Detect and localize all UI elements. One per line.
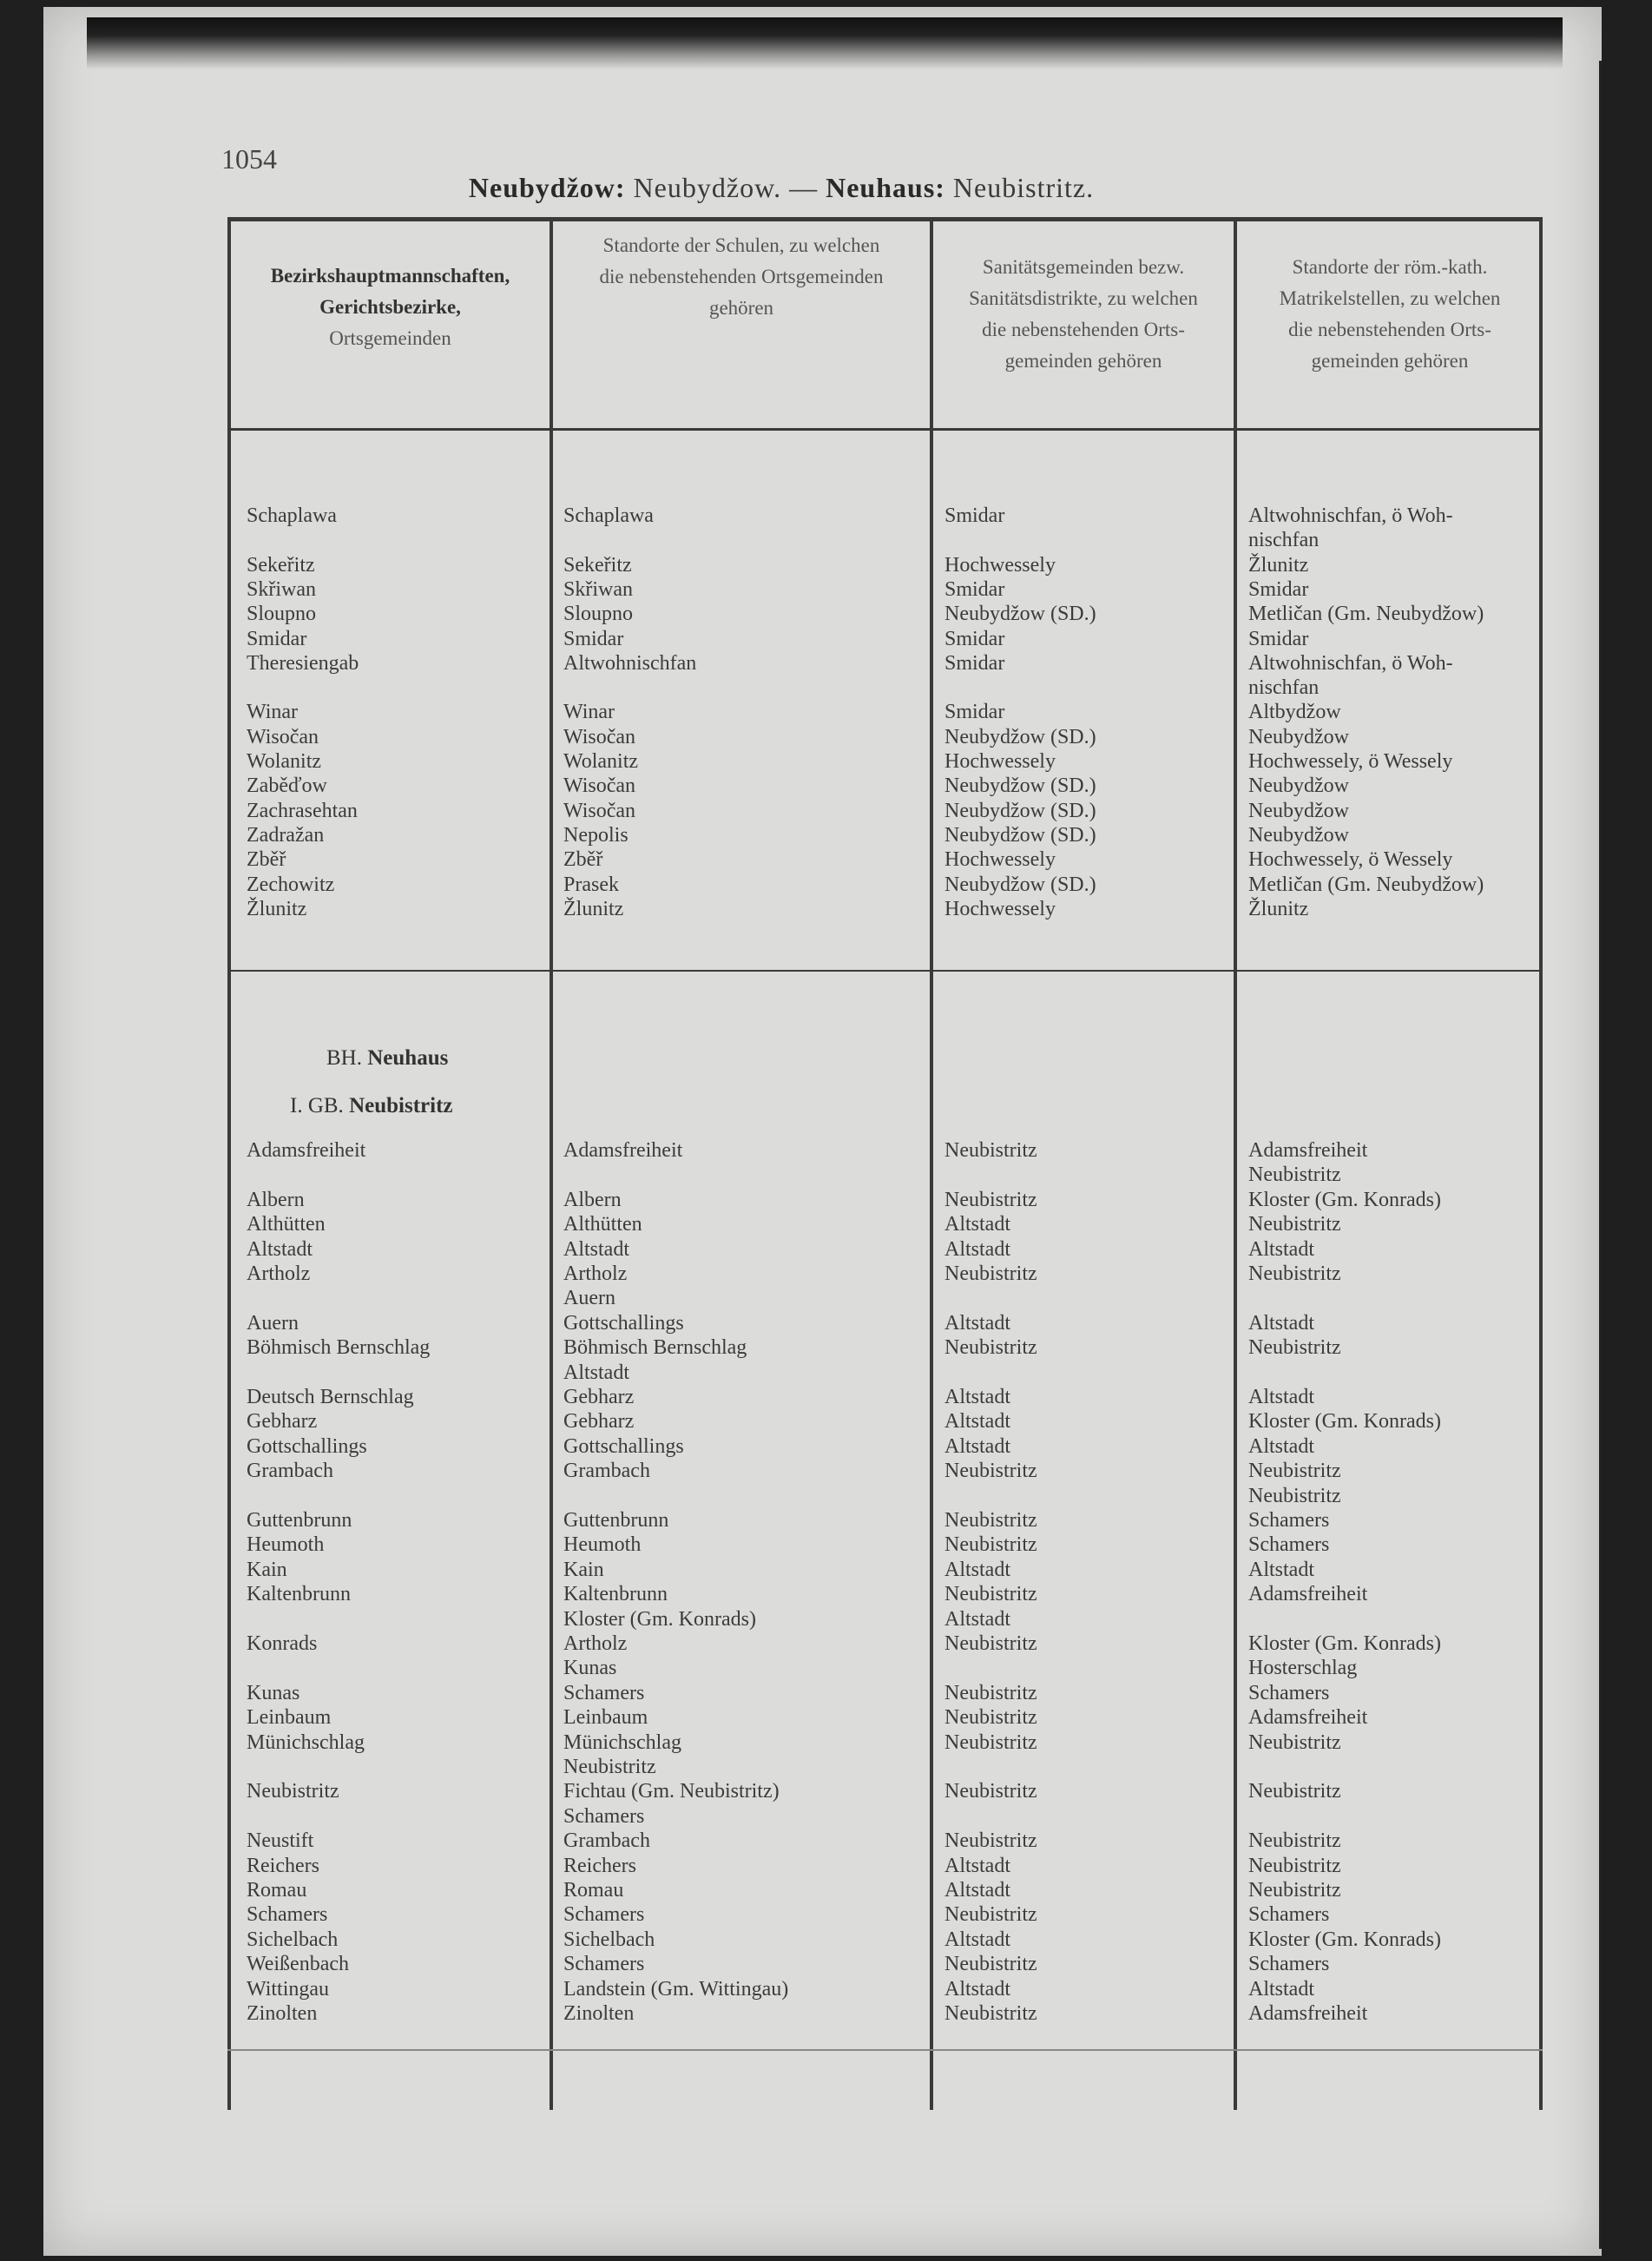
header-col2-line1: Standorte der Schulen, zu welchen	[602, 234, 880, 256]
table-cell: Altstadt	[944, 1434, 1010, 1458]
table-cell: Wisočan	[563, 799, 636, 822]
table-cell: Neubydžow	[1248, 725, 1349, 748]
table-cell: Žlunitz	[563, 897, 624, 920]
page-number: 1054	[221, 143, 277, 175]
section-divider	[231, 970, 1539, 972]
table-cell: Schamers	[563, 1804, 645, 1828]
table-cell: Altstadt	[1248, 1977, 1314, 2001]
table-cell: Neubistritz	[944, 1706, 1037, 1730]
table-cell: Neubydžow (SD.)	[944, 823, 1096, 847]
table-cell: Neubistritz	[944, 1903, 1037, 1927]
table-cell: Zinolten	[247, 2002, 318, 2025]
title-right-bold: Neuhaus:	[826, 172, 945, 203]
table-cell: Hochwessely, ö Wessely	[1248, 848, 1453, 872]
table-cell: Altstadt	[944, 1977, 1010, 2001]
table-cell: Artholz	[563, 1262, 628, 1285]
table-cell: Neubistritz	[944, 1583, 1037, 1606]
table-cell: Wisočan	[247, 725, 319, 748]
table-cell: Hosterschlag	[1248, 1657, 1358, 1680]
scan-shadow	[87, 17, 1563, 69]
table-cell: Kloster (Gm. Konrads)	[1248, 1410, 1441, 1434]
table-cell: Altbydžow	[1248, 701, 1341, 724]
table	[227, 217, 1543, 2110]
table-cell: Schamers	[1248, 1681, 1330, 1704]
table-cell: Gebharz	[247, 1410, 318, 1434]
gb-name: Neubistritz	[349, 1094, 453, 1117]
table-cell: Neubistritz	[944, 1681, 1037, 1704]
header-col4	[1237, 252, 1543, 377]
table-cell: Grambach	[247, 1460, 333, 1483]
bh-label: BH.	[326, 1046, 368, 1070]
header-col3	[933, 252, 1234, 377]
table-cell: Kloster (Gm. Konrads)	[563, 1607, 756, 1631]
table-cell: Auern	[563, 1287, 615, 1310]
table-cell: Kunas	[247, 1681, 300, 1704]
table-cell: Grambach	[563, 1829, 650, 1853]
table-cell: Nepolis	[563, 823, 629, 847]
table-cell: Hochwessely	[944, 750, 1056, 773]
gb-label: I. GB.	[290, 1094, 350, 1117]
table-cell: Zběř	[247, 848, 286, 872]
table-cell: Konrads	[247, 1632, 318, 1655]
table-cell: Guttenbrunn	[563, 1509, 669, 1532]
table-cell: Altstadt	[1248, 1237, 1314, 1261]
gb-heading	[290, 1094, 452, 1118]
header-col4-line2: Matrikelstellen, zu welchen	[1279, 287, 1501, 309]
table-cell: Landstein (Gm. Wittingau)	[563, 1977, 789, 2001]
table-cell: Neubydžow (SD.)	[944, 873, 1096, 896]
table-cell: Adamsfreiheit	[1248, 1583, 1368, 1606]
table-cell: Adamsfreiheit	[1248, 1139, 1368, 1162]
table-cell: Altwohnischfan, ö Woh-	[1248, 504, 1453, 527]
table-cell: Neubistritz	[1248, 1780, 1341, 1803]
header-col1-line3: Ortsgemeinden	[329, 327, 451, 349]
table-bottom-rule	[227, 2049, 1543, 2051]
table-cell: Leinbaum	[563, 1706, 648, 1730]
table-cell: Zachrasehtan	[247, 799, 358, 822]
table-cell: Kain	[247, 1558, 287, 1581]
table-cell: Sichelbach	[247, 1928, 339, 1951]
table-cell: Neubistritz	[1248, 1460, 1341, 1483]
table-cell: Schamers	[1248, 1533, 1330, 1557]
header-col1	[231, 260, 550, 354]
table-cell: Hochwessely	[944, 897, 1056, 920]
table-cell: Metličan (Gm. Neubydžow)	[1248, 873, 1484, 896]
table-cell: Böhmisch Bernschlag	[563, 1336, 747, 1360]
table-cell: Leinbaum	[247, 1706, 332, 1730]
header-col3-line2: Sanitätsdistrikte, zu welchen	[969, 287, 1198, 309]
table-cell: Schaplawa	[247, 504, 337, 527]
table-cell: Kaltenbrunn	[247, 1583, 351, 1606]
table-cell: Romau	[563, 1879, 624, 1902]
table-cell: Althütten	[563, 1213, 642, 1236]
table-cell: Neubistritz	[1248, 1854, 1341, 1877]
table-cell: Neubistritz	[944, 1262, 1037, 1285]
table-cell: Schamers	[563, 1681, 645, 1704]
table-cell: Neubistritz	[247, 1780, 339, 1803]
table-cell: Kloster (Gm. Konrads)	[1248, 1632, 1441, 1655]
right-edge-line	[1599, 61, 1602, 2249]
table-cell: Winar	[247, 701, 299, 724]
table-cell: Kaltenbrunn	[563, 1583, 668, 1606]
table-cell: Neubydžow (SD.)	[944, 775, 1096, 798]
table-cell: Münichschlag	[247, 1730, 365, 1754]
title-left: Neubydžow. —	[625, 172, 826, 203]
table-cell: Gebharz	[563, 1410, 635, 1434]
table-cell: Hochwessely, ö Wessely	[1248, 750, 1453, 773]
table-cell: Adamsfreiheit	[563, 1139, 683, 1162]
table-cell: Hochwessely	[944, 848, 1056, 872]
table-cell: Neubistritz	[1248, 1829, 1341, 1853]
table-cell: Skřiwan	[247, 577, 316, 601]
table-cell: Böhmisch Bernschlag	[247, 1336, 431, 1360]
table-cell: Zechowitz	[247, 873, 335, 896]
table-cell: Neubistritz	[1248, 1879, 1341, 1902]
table-cell: Žlunitz	[1248, 897, 1309, 920]
table-cell: Altstadt	[563, 1361, 629, 1384]
table-cell: Theresiengab	[247, 651, 359, 675]
table-cell: Schamers	[1248, 1509, 1330, 1532]
table-cell: Schamers	[1248, 1903, 1330, 1927]
table-cell: Smidar	[944, 701, 1005, 724]
table-cell: Neubistritz	[944, 1829, 1037, 1853]
table-cell: Schamers	[563, 1953, 645, 1976]
table-cell: Prasek	[563, 873, 619, 896]
table-cell: Altstadt	[944, 1311, 1010, 1335]
header-col2-line2: die nebenstehenden Ortsgemeinden	[599, 266, 884, 287]
table-cell: Altstadt	[944, 1213, 1010, 1236]
table-cell: Smidar	[563, 627, 624, 650]
table-cell: Wolanitz	[563, 750, 639, 773]
table-cell: Neubistritz	[944, 1336, 1037, 1360]
table-cell: Sloupno	[563, 603, 634, 626]
table-cell: Neubistritz	[944, 1509, 1037, 1532]
table-cell: Neubistritz	[563, 1756, 656, 1778]
table-cell: Grambach	[563, 1460, 650, 1483]
table-cell: Schamers	[1248, 1953, 1330, 1976]
table-cell: Wisočan	[563, 775, 636, 798]
table-cell: Zinolten	[563, 2002, 635, 2025]
table-cell: Gottschallings	[563, 1434, 684, 1458]
table-cell: Weißenbach	[247, 1953, 350, 1976]
table-cell: Smidar	[247, 627, 307, 650]
table-cell: Altstadt	[563, 1237, 629, 1261]
table-cell: Altstadt	[944, 1410, 1010, 1434]
table-cell: Neubydžow (SD.)	[944, 799, 1096, 822]
header-col2-line3: gehören	[708, 297, 774, 319]
table-cell: Münichschlag	[563, 1730, 681, 1754]
table-cell: Neubistritz	[1248, 1730, 1341, 1754]
table-cell: Reichers	[247, 1854, 319, 1877]
title-right: Neubistritz.	[944, 172, 1095, 203]
table-cell: Kloster (Gm. Konrads)	[1248, 1188, 1441, 1211]
table-cell: Neubistritz	[944, 1780, 1037, 1803]
table-cell: Metličan (Gm. Neubydžow)	[1248, 603, 1484, 626]
table-cell: Sekeřitz	[247, 553, 315, 577]
table-cell: Adamsfreiheit	[247, 1139, 366, 1162]
table-cell: Altstadt	[1248, 1311, 1314, 1335]
table-cell: Altstadt	[944, 1879, 1010, 1902]
table-cell: nischfan	[1248, 529, 1320, 552]
table-cell: Neubistritz	[1248, 1336, 1341, 1360]
table-cell: Smidar	[1248, 577, 1309, 601]
table-cell: Altwohnischfan, ö Woh-	[1248, 651, 1453, 675]
table-cell: Schamers	[563, 1903, 645, 1927]
table-cell: Zběř	[563, 848, 603, 872]
table-cell: Gottschallings	[247, 1434, 367, 1458]
table-cell: Neubistritz	[1248, 1262, 1341, 1285]
table-cell: Altstadt	[944, 1928, 1010, 1951]
table-cell: Neubistritz	[944, 2002, 1037, 2025]
table-cell: Altstadt	[944, 1237, 1010, 1261]
table-cell: Altstadt	[944, 1607, 1010, 1631]
header-col3-line4: gemeinden gehören	[1004, 350, 1162, 372]
header-col4-line1: Standorte der röm.-kath.	[1292, 256, 1488, 278]
header-col3-line1: Sanitätsgemeinden bezw.	[982, 256, 1185, 278]
header-col4-line3: die nebenstehenden Orts-	[1288, 319, 1491, 340]
table-cell: Altstadt	[944, 1854, 1010, 1877]
table-cell: Deutsch Bernschlag	[247, 1386, 414, 1408]
table-cell: Reichers	[563, 1854, 636, 1877]
bh-heading	[326, 1046, 448, 1071]
header-col1-line1: Bezirkshauptmannschaften,	[270, 265, 510, 287]
table-cell: Sichelbach	[563, 1928, 655, 1951]
table-cell: Neubydžow	[1248, 823, 1349, 847]
table-cell: Schamers	[247, 1903, 328, 1927]
table-cell: Kloster (Gm. Konrads)	[1248, 1928, 1441, 1951]
table-cell: Zaběďow	[247, 775, 327, 798]
table-cell: Auern	[247, 1311, 299, 1335]
table-cell: Neubistritz	[944, 1953, 1037, 1976]
table-cell: Gottschallings	[563, 1311, 684, 1335]
table-cell: Adamsfreiheit	[1248, 1706, 1368, 1730]
table-cell: Sekeřitz	[563, 553, 632, 577]
table-cell: Altstadt	[944, 1558, 1010, 1581]
table-cell: Neubistritz	[1248, 1484, 1341, 1507]
table-cell: Neubistritz	[944, 1460, 1037, 1483]
table-cell: Heumoth	[247, 1533, 325, 1557]
table-cell: Altstadt	[1248, 1434, 1314, 1458]
table-cell: Žlunitz	[247, 897, 307, 920]
table-cell: Smidar	[944, 577, 1005, 601]
table-cell: Heumoth	[563, 1533, 642, 1557]
table-cell: Romau	[247, 1879, 307, 1902]
table-cell: Neubistritz	[944, 1533, 1037, 1557]
table-cell: Smidar	[944, 651, 1005, 675]
table-cell: Hochwessely	[944, 553, 1056, 577]
table-cell: Žlunitz	[1248, 553, 1309, 577]
header-col3-line3: die nebenstehenden Orts-	[982, 319, 1185, 340]
table-cell: Kain	[563, 1558, 604, 1581]
table-cell: Neubistritz	[944, 1730, 1037, 1754]
table-cell: Gebharz	[563, 1386, 635, 1408]
table-cell: Adamsfreiheit	[1248, 2002, 1368, 2025]
table-cell: Sloupno	[247, 603, 317, 626]
table-cell: Altwohnischfan	[563, 651, 697, 675]
table-cell: Altstadt	[1248, 1558, 1314, 1581]
title-left-bold: Neubydžow:	[468, 172, 626, 203]
table-cell: Wolanitz	[247, 750, 322, 773]
header-col2	[553, 230, 930, 324]
table-cell: Guttenbrunn	[247, 1509, 352, 1532]
table-cell: Altstadt	[1248, 1386, 1314, 1408]
table-cell: Artholz	[247, 1262, 311, 1285]
table-cell: Neubydžow (SD.)	[944, 725, 1096, 748]
column-divider	[550, 221, 553, 2110]
table-cell: Smidar	[1248, 627, 1309, 650]
running-title	[260, 172, 1302, 204]
table-cell: Wisočan	[563, 725, 636, 748]
table-cell: Wittingau	[247, 1977, 330, 2001]
table-cell: Smidar	[944, 504, 1005, 527]
table-cell: Zadražan	[247, 823, 325, 847]
table-cell: Altstadt	[944, 1386, 1010, 1408]
table-cell: Skřiwan	[563, 577, 633, 601]
table-cell: Artholz	[563, 1632, 628, 1655]
table-cell: Smidar	[944, 627, 1005, 650]
table-cell: Winar	[563, 701, 615, 724]
table-cell: Schaplawa	[563, 504, 654, 527]
table-cell: Althütten	[247, 1213, 326, 1236]
header-col4-line4: gemeinden gehören	[1311, 350, 1469, 372]
table-cell: Neubistritz	[944, 1139, 1037, 1162]
table-cell: Albern	[247, 1188, 305, 1211]
table-cell: nischfan	[1248, 676, 1320, 700]
table-cell: Neubydžow	[1248, 799, 1349, 822]
table-cell: Kunas	[563, 1657, 617, 1680]
table-cell: Fichtau (Gm. Neubistritz)	[563, 1780, 780, 1803]
table-cell: Neustift	[247, 1829, 314, 1853]
table-cell: Altstadt	[247, 1237, 313, 1261]
table-cell: Neubydžow	[1248, 775, 1349, 798]
table-cell: Neubistritz	[1248, 1213, 1341, 1236]
bh-name: Neuhaus	[367, 1046, 449, 1070]
table-cell: Neubydžow (SD.)	[944, 603, 1096, 626]
table-cell: Neubistritz	[944, 1632, 1037, 1655]
table-cell: Neubistritz	[944, 1188, 1037, 1211]
table-cell: Neubistritz	[1248, 1163, 1341, 1187]
header-divider	[231, 428, 1539, 431]
header-col1-line2: Gerichtsbezirke,	[319, 296, 461, 318]
table-cell: Albern	[563, 1188, 622, 1211]
column-divider	[1234, 221, 1237, 2110]
column-divider	[930, 221, 933, 2110]
